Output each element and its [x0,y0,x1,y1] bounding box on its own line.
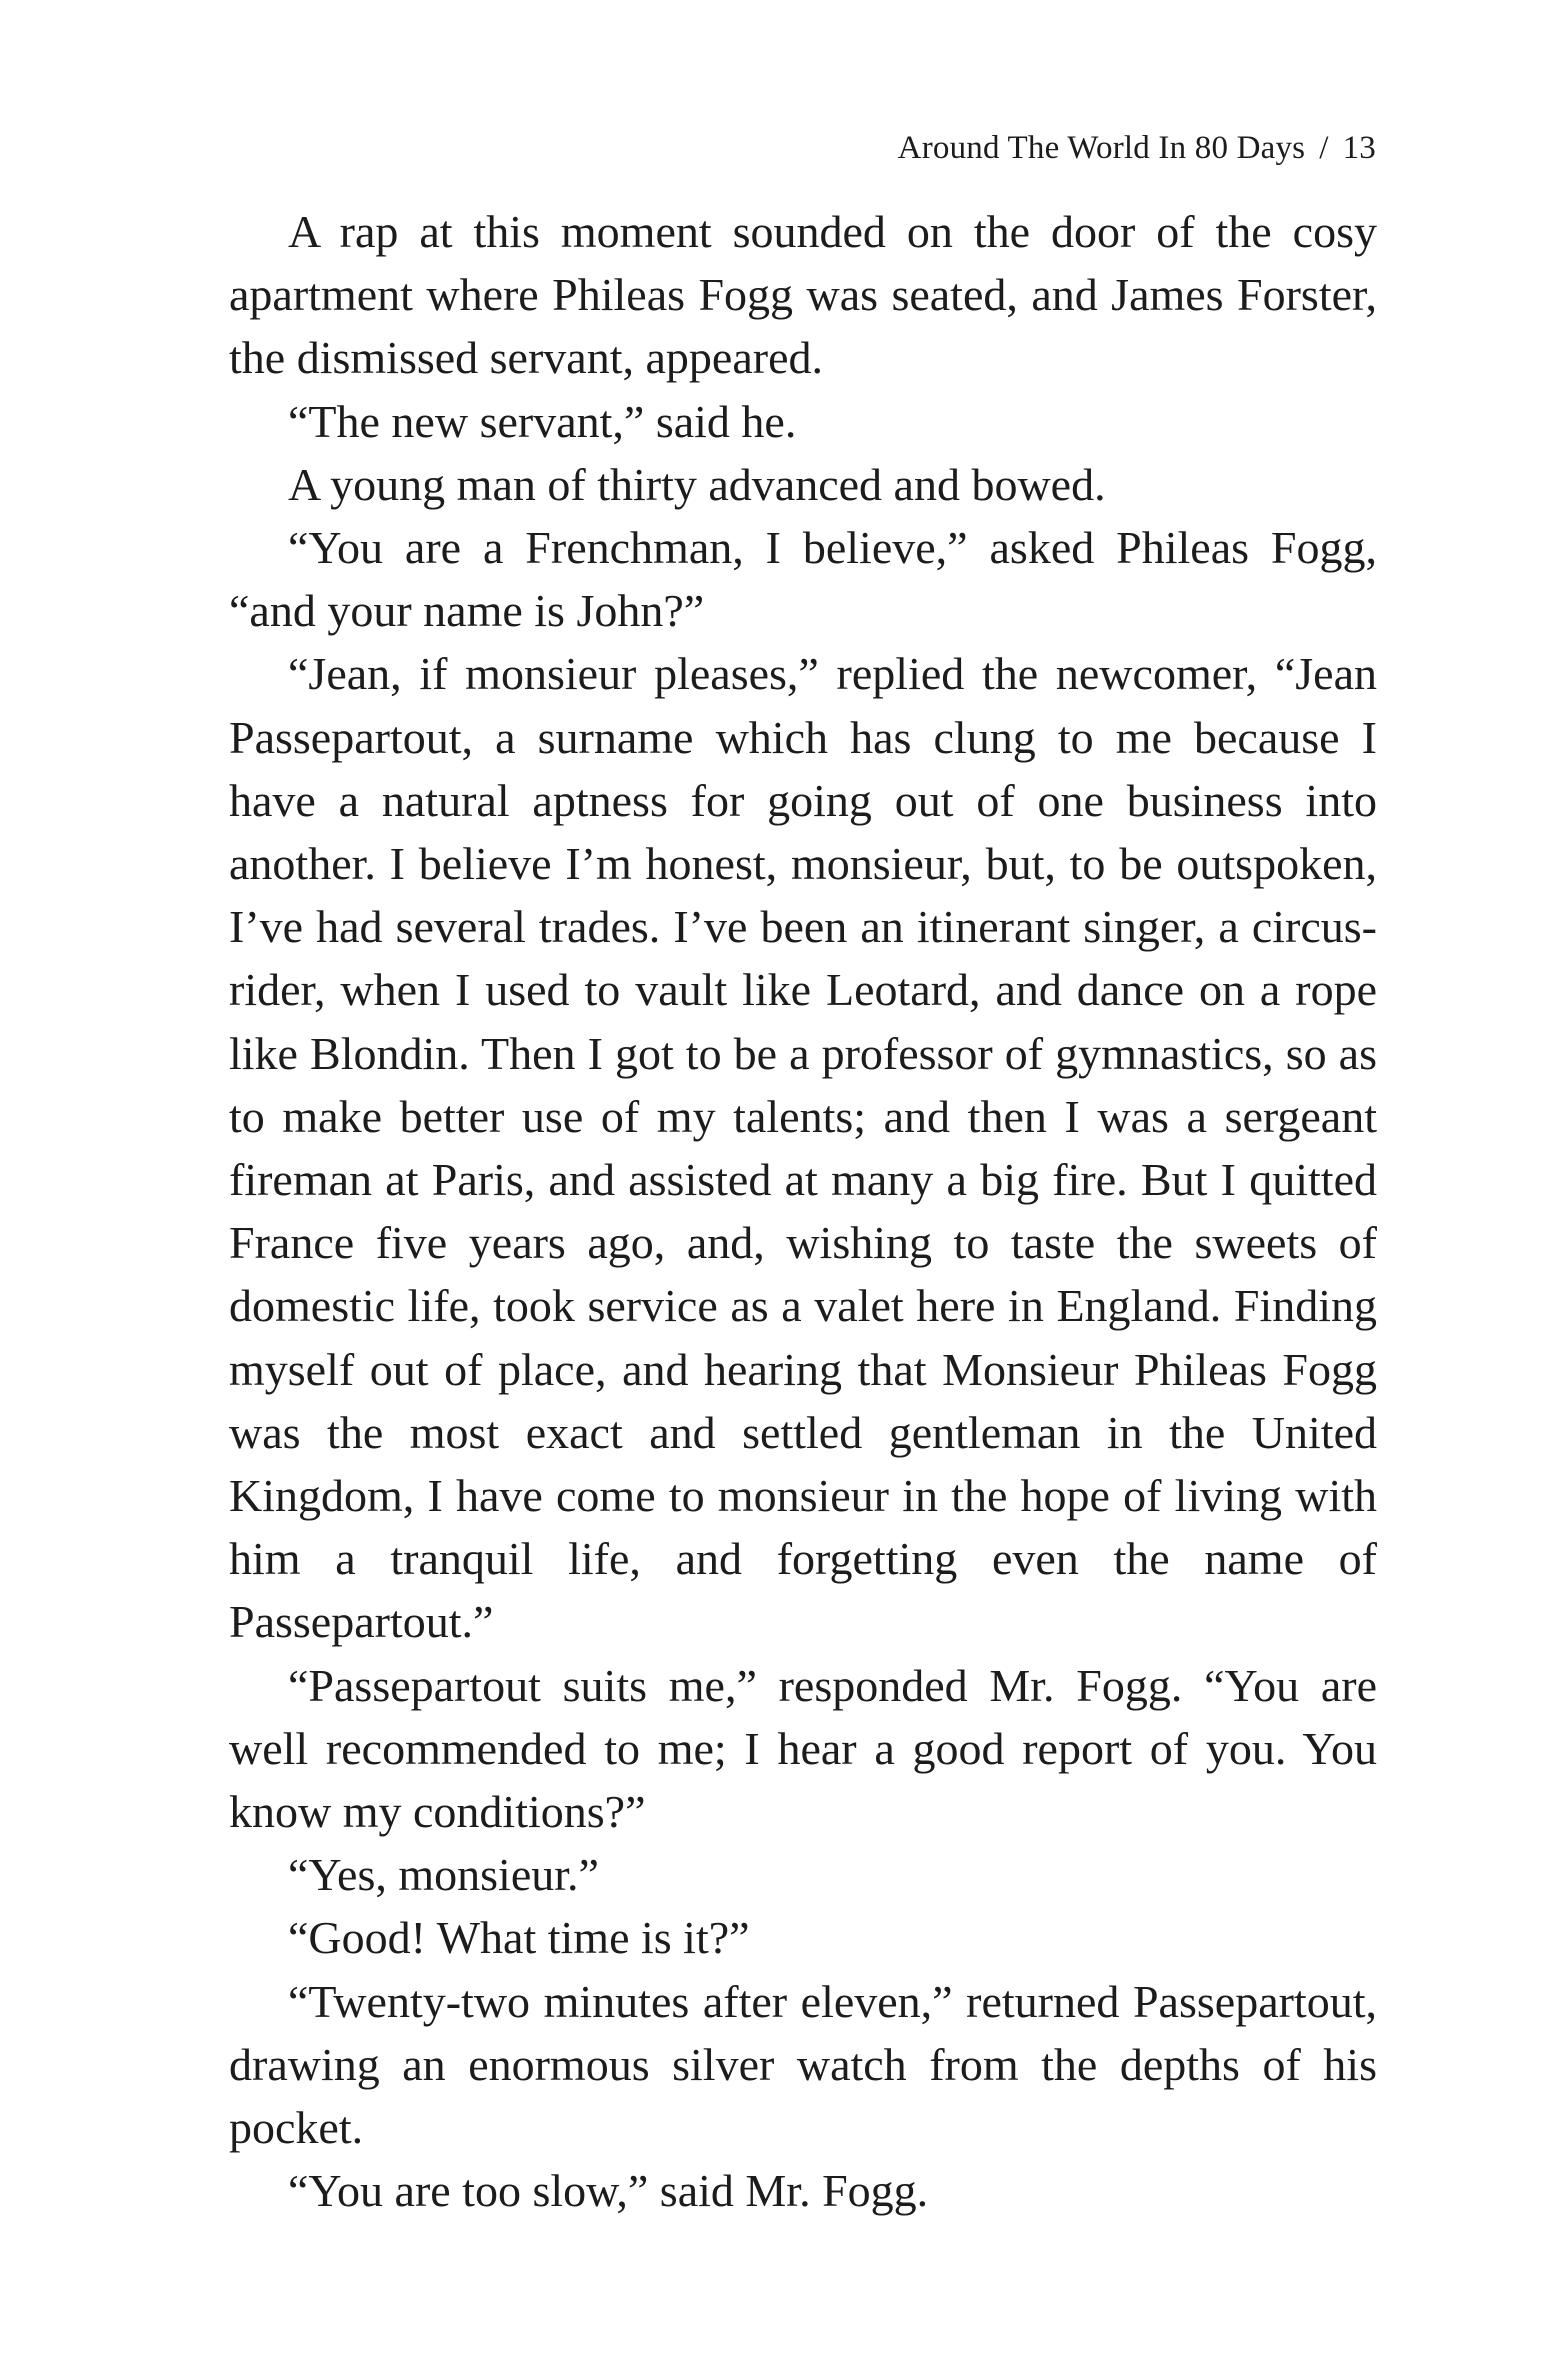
paragraph-5: “Jean, if monsieur pleases,” replied the newcomer, “Jean Passepartout, a surname which has clung to me because I have a natural aptness for going out of one business into another. I believe I’m honest, monsieur, but, to be outspoken, I’ve had several trades. I’ve been an itinerant singer, a circus-rider, when I used to vault like Leotard, and dance on a rope like Blondin. Then I got to be a professor of gymnastics, so as to make better use of my talents; and then I was a sergeant fireman at Paris, and assisted at many a big fire. But I quitted France five years ago, and, wishing to taste the sweets of domestic life, took service as a valet here in England. Finding myself out of place, and hearing that Monsieur Phileas Fogg was the most exact and settled gentleman in the United Kingdom, I have come to monsieur in the hope of living with him a tranquil life, and forgetting even the name of Passepartout.” [229,648,1377,1648]
running-header [898,128,1376,168]
paragraph-6: “Passepartout suits me,” responded Mr. Fogg. “You are well recommended to me; I hear a good report of you. You know my conditions?” [229,1659,1377,1838]
paragraph-2: “The new servant,” said he. [288,395,797,447]
page-number: 13 [1342,130,1376,166]
paragraph-3: A young man of thirty advanced and bowed. [288,458,1106,510]
paragraph-7: “Yes, monsieur.” [288,1849,599,1901]
body-text [229,200,1377,2223]
header-separator: / [1319,130,1329,166]
paragraph-8: “Good! What time is it?” [288,1912,750,1964]
paragraph-9: “Twenty-two minutes after eleven,” returned Passepartout, drawing an enormous silver watch from the depths of his pocket. [229,1975,1377,2154]
book-title: Around The World In 80 Days [897,130,1306,166]
paragraph-1: A rap at this moment sounded on the door of the cosy apartment where Phileas Fogg was seated, and James Forster, the dismissed servant, appeared. [229,206,1377,384]
paragraph-10: “You are too slow,” said Mr. Fogg. [288,2165,929,2217]
paragraph-4: “You are a Frenchman, I believe,” asked Phileas Fogg, “and your name is John?” [229,522,1377,637]
